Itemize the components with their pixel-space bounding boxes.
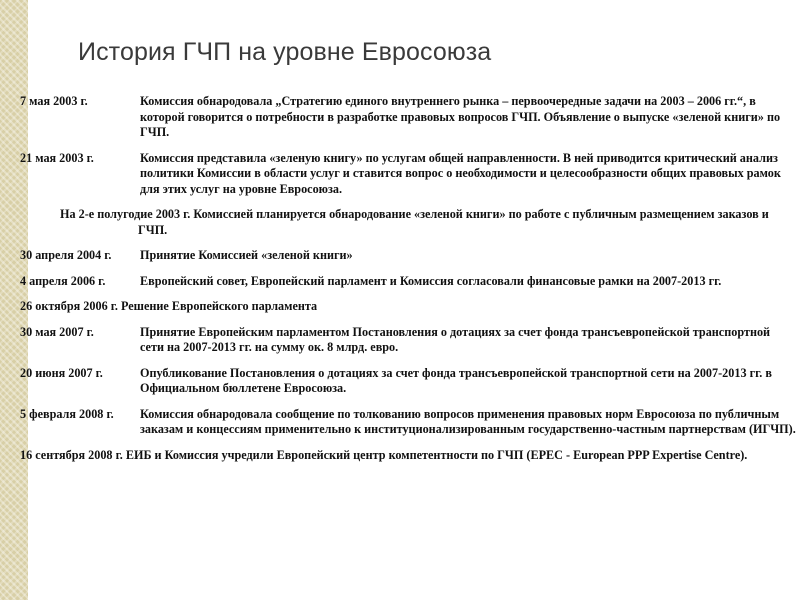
entry-text: 26 октября 2006 г. Решение Европейского парламента (20, 299, 318, 313)
timeline-entry (20, 151, 796, 198)
entry-date: 4 апреля 2006 г. (20, 273, 106, 288)
entry-text: Комиссия представила «зеленую книгу» по услугам общей направленности. В ней приводится критический анализ политики Комиссии в области услуг и ставится вопрос о необходимости и целесообразности общих правовых рамок для этих услуг на уровне Евросоюза. (140, 150, 781, 196)
entry-text: 16 сентября 2008 г. ЕИБ и Комиссия учредили Европейский центр компетентности по ГЧП (EPEC - European PPP Expertise Centre). (20, 447, 748, 462)
timeline-entry (20, 274, 796, 290)
entry-text: Европейский совет, Европейский парламент и Комиссия согласовали финансовые рамки на 2007-2013 гг. (140, 273, 722, 288)
entry-text: Комиссия обнародовала „Стратегию единого внутреннего рынка – первоочередные задачи на 2003 – 2006 гг.“, в которой говорится о потребности в разработке правовых вопросов ГЧП. Объявление о выпуске «зеленой книги» по ГЧП. (140, 94, 781, 139)
slide-title: История ГЧП на уровне Евросоюза (78, 38, 492, 66)
entry-date: 30 мая 2007 г. (20, 324, 94, 339)
entry-text: Принятие Европейским парламентом Постановления о дотациях за счет фонда трансъевропейской транспортной сети на 2007-2013 гг. на сумму ок. 8 млрд. евро. (140, 324, 771, 354)
entry-date: 20 июня 2007 г. (20, 365, 103, 380)
entry-text: Комиссия обнародовала сообщение по толкованию вопросов применения правовых норм Евросоюза по публичным заказам и концессиям применительно к институционализированным государственно-частным партнерствам (ИГЧП). (140, 406, 796, 436)
entry-text: На 2-е полугодие 2003 г. Комиссией планируется обнародование «зеленой книги» по работе с публичным размещением заказов и ГЧП. (60, 207, 769, 237)
entry-date: 7 мая 2003 г. (20, 94, 88, 108)
timeline-entry (20, 407, 796, 438)
entry-text: Опубликование Постановления о дотациях за счет фонда трансъевропейской транспортной сети на 2007-2013 гг. в Официальном бюллетене Евросоюза. (140, 365, 772, 395)
timeline-entry (20, 207, 796, 238)
timeline-entry (20, 94, 796, 141)
timeline-entry (20, 325, 796, 356)
entry-text: Принятие Комиссией «зеленой книги» (140, 248, 353, 262)
entry-date: 5 февраля 2008 г. (20, 406, 114, 421)
timeline-entry (20, 299, 796, 315)
entry-date: 30 апреля 2004 г. (20, 248, 112, 262)
entry-date: 21 мая 2003 г. (20, 150, 94, 165)
timeline (20, 94, 796, 473)
timeline-entry (20, 248, 796, 264)
timeline-entry (20, 366, 796, 397)
timeline-entry (20, 448, 796, 464)
